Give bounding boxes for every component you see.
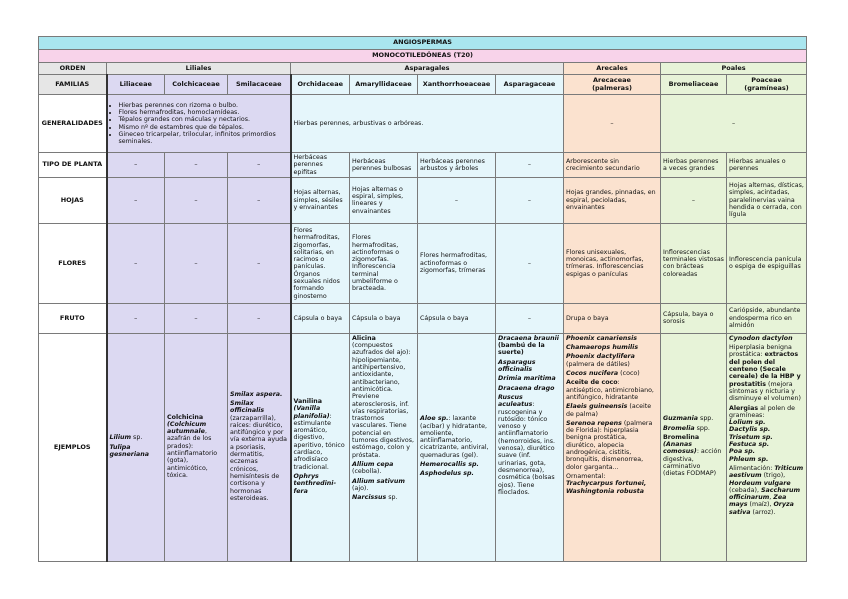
family-amaryllidaceae: Amaryllidaceae: [350, 75, 418, 95]
example-description: , azafrán de los prados): antiinflamatorio (gota), antimicótico, tóxica.: [167, 428, 218, 479]
species-suffix: sp.: [131, 434, 143, 442]
species-name: Hordeum vulgare: [729, 479, 791, 487]
tipo-liliaceae: –: [107, 153, 165, 178]
family-bromeliaceae: Bromeliaceae: [661, 75, 727, 95]
fruto-smilacaceae: –: [228, 303, 291, 333]
list-item: • Tépalos grandes con máculas y nectarios.: [119, 116, 288, 123]
flores-poaceae: Inflorescencia panícula o espiga de espiguillas: [727, 223, 807, 303]
row-label-fruto: FRUTO: [39, 303, 107, 333]
species-name: (Vanilla planifolia): [293, 405, 330, 420]
species-name: Saccharum officinarum: [729, 486, 801, 502]
order-arecales: Arecales: [564, 63, 661, 75]
ejemplos-smilacaceae: [228, 333, 291, 561]
list-item: • Gineceo tricarpelar, trilocular, infinitos primordios seminales.: [119, 131, 288, 146]
hojas-colchicaceae: –: [165, 177, 228, 223]
species-name: Bromelia: [663, 424, 695, 432]
example-drimia: [498, 375, 561, 382]
compound-name: Bromelina: [663, 433, 700, 441]
example-aceite-coco: [566, 379, 658, 401]
example-description: (cebolla).: [352, 468, 382, 476]
example-aloe: [420, 415, 493, 459]
ejemplos-poaceae: [727, 333, 807, 561]
species-suffix: spp.: [698, 415, 714, 423]
example-cynodon: [729, 335, 804, 342]
example-description: (trigo),: [761, 472, 786, 480]
list-item: • Flores hermafroditas, homoclamídeas.: [119, 109, 288, 116]
ejemplos-xanthorrhoeaceae: [418, 333, 496, 561]
example-ophrys: [294, 473, 348, 495]
compound-name: Colchicina: [167, 413, 204, 421]
species-name: (Colchicum autumnale: [167, 420, 207, 436]
flores-colchicaceae: –: [165, 223, 228, 303]
ejemplos-asparagaceae: [496, 333, 564, 561]
species-suffix: spp.: [694, 424, 710, 432]
family-liliaceae: Liliaceae: [107, 75, 165, 95]
tipo-orchidaceae: Herbáceas perennes epifitas: [291, 153, 350, 178]
example-description: (palmera de Florida): hiperplasia benigna prostática, diurético, alopecia androgénica, cistitis, bronquitis, dismenorrea, dolor garganta...: [566, 419, 653, 471]
example-description: : acción digestiva, carminativo (dietas FODMAP): [663, 448, 722, 478]
family-colchicaceae: Colchicaceae: [165, 75, 228, 95]
example-description: (coco): [618, 370, 640, 378]
species-name: Dracaena drago: [498, 384, 555, 392]
hojas-amaryllidaceae: Hojas alternas o espiral, simples, lineares y envainantes: [350, 177, 418, 223]
example-description: : estimulante aromático, digestivo, aperitivo, tónico cardíaco, afrodisíaco tradicional.: [293, 412, 345, 471]
species-name: Ophrys tenthredinifera: [293, 472, 337, 495]
example-serenoa: [566, 420, 658, 471]
family-arecaceae-sub: (palmeras): [592, 83, 632, 92]
species-name: Asparagus officinalis: [498, 358, 536, 374]
order-liliales: Liliales: [107, 63, 291, 75]
hojas-orchidaceae: Hojas alternas, simples, sésiles y envainantes: [291, 177, 350, 223]
fruto-arecaceae: Drupa o baya: [564, 303, 661, 333]
species-name: Dracaena braunii: [498, 334, 559, 342]
species-name: Allium cepa: [352, 460, 394, 468]
species-suffix: sp.: [386, 494, 398, 502]
tipo-colchicaceae: –: [165, 153, 228, 178]
example-bromelia: [663, 425, 724, 432]
row-label-tipo: TIPO DE PLANTA: [39, 153, 107, 178]
species-name: Phleum sp.: [729, 455, 769, 463]
fruto-colchicaceae: –: [165, 303, 228, 333]
row-label-orden: ORDEN: [39, 63, 107, 75]
fruto-liliaceae: –: [107, 303, 165, 333]
family-smilacaceae: Smilacaceae: [228, 75, 291, 95]
species-name: Chamaerops humilis: [566, 344, 639, 352]
species-name: Tulipa gesneriana: [109, 443, 150, 459]
tipo-smilacaceae: –: [228, 153, 291, 178]
species-name: Zea mays: [729, 494, 787, 509]
species-name: Ruscus aculeatus: [498, 393, 533, 409]
flores-orchidaceae: Flores hermafroditas, zigomorfas, solitarias, en racimos o panículas. Órganos sexuales nidos formando ginostemo: [291, 223, 350, 303]
species-name: Smilax aspera.: [230, 390, 283, 398]
flores-bromeliaceae: Inflorescencias terminales vistosas con brácteas coloreadas: [661, 223, 727, 303]
family-asparagaceae: Asparagaceae: [496, 75, 564, 95]
species-name: Triticum aestivum: [729, 464, 804, 480]
example-phoenix-dactylifera: [566, 353, 658, 368]
species-name: Phoenix dactylifera: [566, 353, 635, 361]
species-name: Drimia maritima: [498, 375, 556, 383]
species-name: Aloe sp.: [420, 415, 449, 423]
ejemplos-orchidaceae: [291, 333, 350, 561]
species-name: Allium sativum: [352, 477, 405, 485]
row-label-hojas: HOJAS: [39, 177, 107, 223]
species-name: Oryza sativa: [729, 501, 794, 516]
example-description: (compuestos azufrados del ajo): hipolipemiante, antihipertensivo, antioxidante, antibacteriano, antimicótica. Previene aterosclerosis, inf. vías respiratorias, trastornos vasculares. Tiene potencial en tumores digestivos, estómago, colon y próstata.: [352, 342, 415, 459]
species-name: (Ananas comosus): [663, 441, 697, 456]
example-hbp: [729, 344, 804, 402]
row-label-ejemplos: EJEMPLOS: [39, 333, 107, 561]
example-description: (maíz),: [747, 501, 774, 509]
example-allium-cepa: [352, 461, 415, 476]
fruto-xanthorrhoeaceae: Cápsula o baya: [418, 303, 496, 333]
family-arecaceae-name: Arecaceae: [593, 75, 631, 84]
flores-liliaceae: –: [107, 223, 165, 303]
hojas-arecaceae: Hojas grandes, pinnadas, en espiral, pecioladas, envainantes: [564, 177, 661, 223]
example-description: (palmera de dátiles): [566, 360, 630, 368]
species-name: Guzmania: [663, 415, 699, 423]
example-asparagus: [498, 359, 561, 374]
example-vanilina: [294, 398, 348, 471]
tipo-asparagaceae: –: [496, 153, 564, 178]
species-name: Hemerocallis sp.: [420, 460, 479, 468]
list-item: • Hierbas perennes con rizoma o bulbo.: [119, 102, 288, 109]
order-asparagales: Asparagales: [291, 63, 564, 75]
fruto-amaryllidaceae: Cápsula o baya: [350, 303, 418, 333]
flores-smilacaceae: –: [228, 223, 291, 303]
ejemplos-colchicaceae: [165, 333, 228, 561]
species-name: Festuca sp.: [729, 441, 770, 449]
alergias-desc: al polen de gramíneas:: [729, 404, 796, 419]
family-poaceae: [727, 75, 807, 95]
example-dracaena-braunii: [498, 335, 561, 357]
hbp-extract: extractos del polen del centeno (Secale cereale) de la HBP y prostatitis: [729, 351, 801, 388]
example-allium-sativum: [352, 478, 415, 493]
hojas-asparagaceae: –: [496, 177, 564, 223]
alimentacion-label: Alimentación:: [729, 464, 775, 472]
tipo-arecaceae: Arborescente sin crecimiento secundario: [564, 153, 661, 178]
generalidades-poales: –: [661, 95, 807, 153]
example-alimentacion: [729, 465, 804, 516]
generalidades-asparagales: Hierbas perennes, arbustivas o arbóreas.: [291, 95, 564, 153]
angiosperm-table: [38, 36, 807, 562]
species-name: Lilium: [109, 434, 132, 442]
row-label-flores: FLORES: [39, 223, 107, 303]
table-subtitle: MONOCOTILEDÓNEAS (T20): [39, 50, 807, 63]
flores-asparagaceae: –: [496, 223, 564, 303]
example-chamaerops: [566, 344, 658, 351]
species-name: Cocos nucifera: [566, 370, 619, 378]
list-item: • Mismo nº de estambres que de tépalos.: [119, 124, 288, 131]
species-name: Phoenix canariensis: [566, 334, 637, 342]
example-narcissus: [352, 494, 415, 501]
example-phoenix-canariensis: [566, 335, 658, 342]
row-label-generalidades: GENERALIDADES: [39, 95, 107, 153]
example-description: (cebada),: [729, 486, 761, 494]
compound-name: Alicina: [352, 334, 376, 342]
tipo-xanthorrhoeaceae: Herbáceas perennes arbustos y árboles: [418, 153, 496, 178]
flores-arecaceae: Flores unisexuales, monoicas, actinomorfas, trímeras. Inflorescencias espigas o panículas: [564, 223, 661, 303]
species-name: Narcissus: [352, 494, 387, 502]
table-title: ANGIOSPERMAS: [39, 37, 807, 50]
example-guzmania: [663, 415, 724, 422]
example-asphodelus: [420, 470, 493, 477]
example-smilax-officinalis: [230, 400, 288, 502]
example-ruscus: [498, 394, 561, 496]
example-description: (zarzaparrilla), raíces: diurético, antifúngico y por vía externa ayuda a psoriasis, dermatitis, eczemas crónicos, hemisíntesis de cortisona y hormonas esteroideas.: [230, 414, 287, 502]
compound-name: Aceite de coco: [566, 379, 618, 387]
ejemplos-liliaceae: [107, 333, 165, 561]
family-poaceae-sub: (gramíneas): [744, 83, 789, 92]
hojas-poaceae: Hojas alternas, dísticas, simples, acintadas, paralelinervias vaina hendida o cerrada, con lígula: [727, 177, 807, 223]
family-xanthorrhoeaceae: Xanthorrhoeaceae: [418, 75, 496, 95]
flores-amaryllidaceae: Flores hermafroditas, actinoformas o zigomorfas. Inflorescencia terminal umbeliforme o bracteada.: [350, 223, 418, 303]
fruto-bromeliaceae: Cápsula, baya o sorosis: [661, 303, 727, 333]
flores-xanthorrhoeaceae: Flores hermafroditas, actinoformas o zigomorfas, trímeras: [418, 223, 496, 303]
tipo-bromeliaceae: Hierbas perennes a veces grandes: [661, 153, 727, 178]
example-description: : antiséptico, antimicrobiano, antifúngico, hidratante: [566, 379, 654, 401]
ornamental-label: Ornamental:: [566, 472, 606, 480]
hojas-xanthorrhoeaceae: –: [418, 177, 496, 223]
example-alicina: [352, 335, 415, 459]
species-name: Serenoa repens: [566, 419, 622, 427]
family-poaceae-name: Poaceae: [751, 75, 782, 84]
species-name: Trachycarpus fortunei, Washingtonia robusta: [566, 480, 647, 495]
example-description: (bambú de la suerte): [498, 342, 545, 357]
generalidades-liliales: [107, 95, 291, 153]
alergias-label: Alergias: [729, 404, 759, 412]
compound-name: Vanilina: [293, 397, 322, 405]
example-description: (mejora síntomas y nicturia y disminuye el volumen): [729, 380, 801, 403]
species-name: Trisetum sp.: [729, 433, 773, 441]
example-description: : ruscogenina y rutósido: tónico venoso y antiinflamatorio (hemorroides, ins. venosa), diurético suave (inf. urinarias, gota, desmenorrea), cosmética (bolsas ojos). Tiene flioclados.: [498, 401, 556, 496]
family-orchidaceae: Orchidaceae: [291, 75, 350, 95]
example-hemerocallis: [420, 461, 493, 468]
species-name: Lolium sp.: [729, 419, 766, 427]
species-name: Cynodon dactylon: [729, 334, 793, 342]
example-ornamental: [566, 473, 658, 495]
fruto-orchidaceae: Cápsula o baya: [291, 303, 350, 333]
hojas-liliaceae: –: [107, 177, 165, 223]
example-dracaena-drago: [498, 385, 561, 392]
example-colchicina: [167, 414, 225, 480]
order-poales: Poales: [661, 63, 807, 75]
ejemplos-amaryllidaceae: [350, 333, 418, 561]
species-name: Dactylis sp.: [729, 426, 771, 434]
example-lilium: [110, 434, 163, 441]
species-name: Asphodelus sp.: [420, 470, 474, 478]
classification-sheet: [38, 36, 807, 562]
example-tulipa: [110, 444, 163, 459]
tipo-amaryllidaceae: Herbáceas perennes bulbosas: [350, 153, 418, 178]
example-bromelina: [663, 434, 724, 478]
hbp-label: Hiperplasia benigna prostática:: [729, 344, 792, 359]
tipo-poaceae: Hierbas anuales o perennes: [727, 153, 807, 178]
example-description: (ajo).: [352, 484, 369, 492]
example-description: ,: [769, 494, 774, 502]
hojas-smilacaceae: –: [228, 177, 291, 223]
example-alergias: [729, 405, 804, 463]
generalidades-liliales-list: [110, 102, 288, 146]
generalidades-arecaceae: –: [564, 95, 661, 153]
ejemplos-arecaceae: [564, 333, 661, 561]
row-label-familias: FAMILIAS: [39, 75, 107, 95]
ejemplos-bromeliaceae: [661, 333, 727, 561]
hojas-bromeliaceae: –: [661, 177, 727, 223]
example-description: (arroz).: [750, 508, 776, 516]
fruto-poaceae: Cariópside, abundante endosperma rico en almidón: [727, 303, 807, 333]
example-smilax-aspera: [230, 391, 288, 398]
species-name: Smilax officinalis: [230, 399, 265, 415]
example-cocos: [566, 370, 658, 377]
fruto-asparagaceae: –: [496, 303, 564, 333]
example-elaeis: [566, 403, 658, 418]
example-description: (aceite de palma): [566, 403, 652, 418]
species-name: Poa sp.: [729, 448, 756, 456]
example-description: : laxante (acíbar) y hidratante, emoliente, antiinflamatorio, cicatrizante, antiviral, quemaduras (gel).: [420, 415, 489, 459]
species-name: Elaeis guineensis: [566, 403, 628, 411]
family-arecaceae: [564, 75, 661, 95]
